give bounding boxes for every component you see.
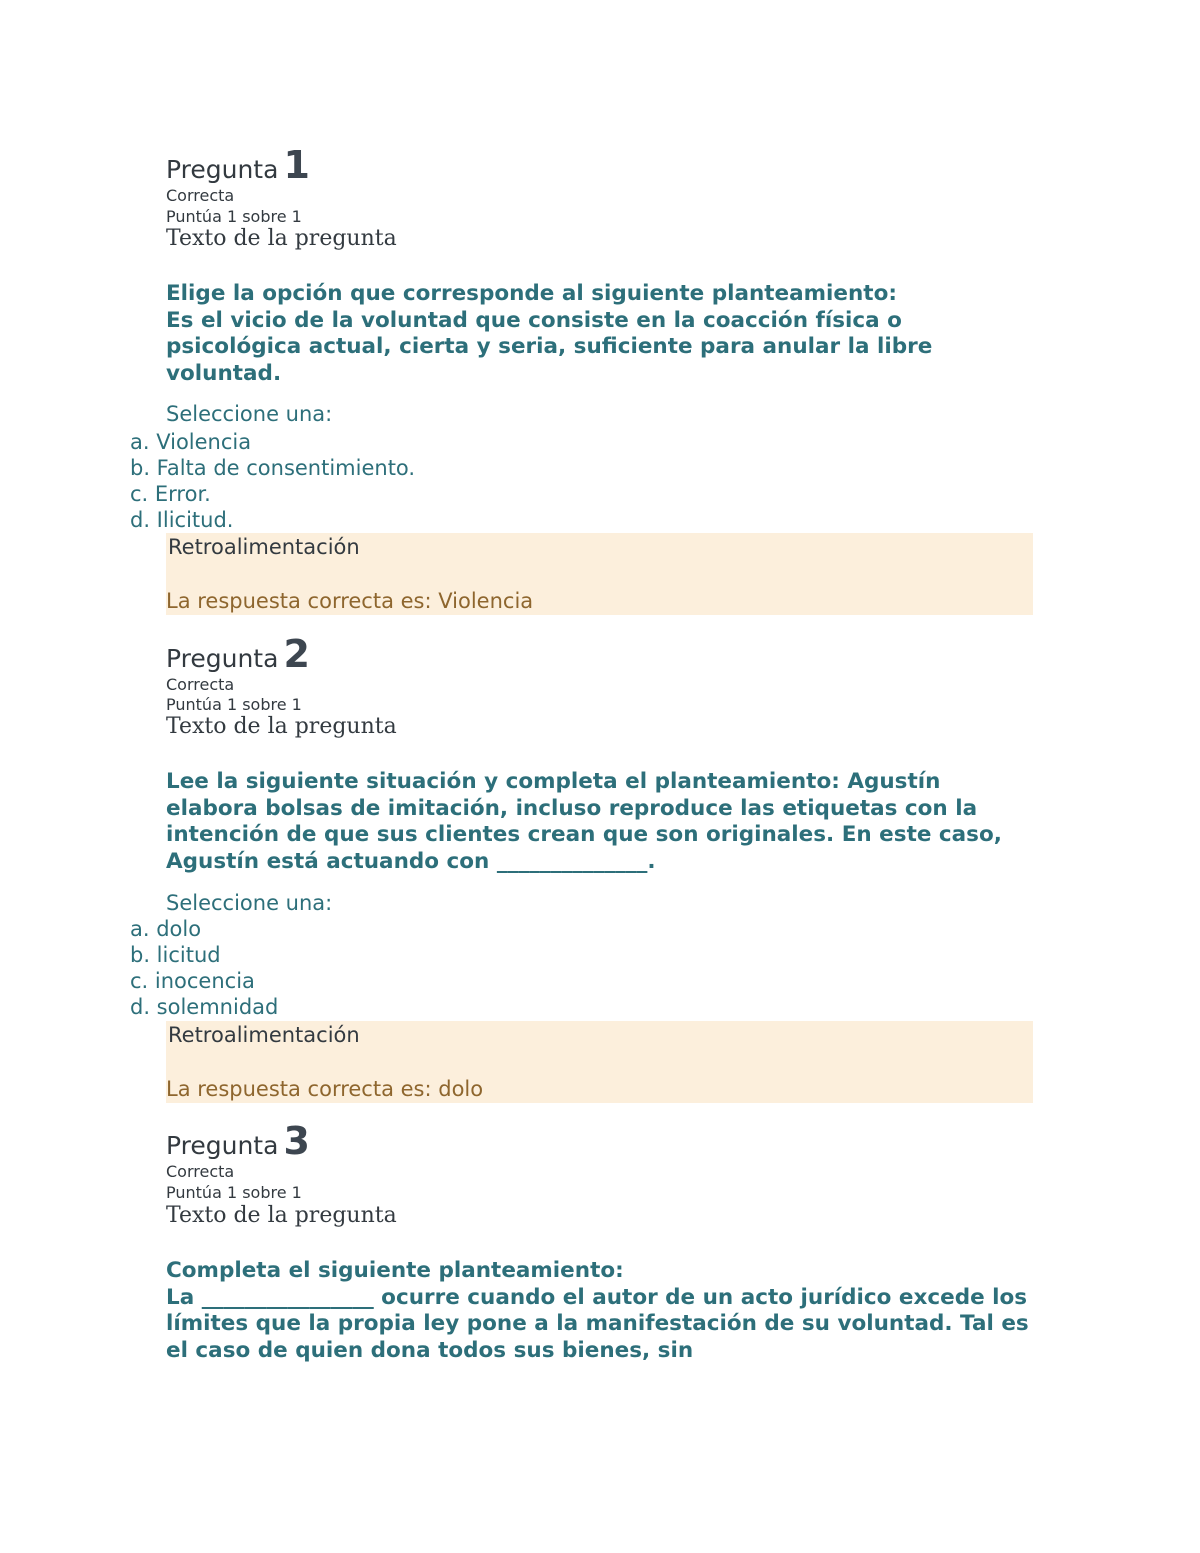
answer-option-b[interactable]: b. Falta de consentimiento. — [130, 456, 416, 480]
question-heading — [166, 143, 310, 187]
answer-option-c[interactable]: c. Error. — [130, 482, 211, 506]
feedback-title: Retroalimentación — [168, 535, 360, 559]
answer-options — [130, 916, 278, 1020]
feedback-box — [166, 1021, 1033, 1103]
prompt-line: Elige la opción que corresponde al siguiente planteamiento: — [166, 281, 897, 306]
answer-option-a[interactable]: a. dolo — [130, 917, 202, 941]
select-one-label: Seleccione una: — [166, 402, 333, 426]
question-state: Correcta — [166, 1162, 235, 1181]
prompt-line: La ________________ ocurre cuando el autor de un acto jurídico excede los límites que la propia ley pone a la manifestación de su voluntad. Tal es el caso de quien dona todos sus bienes, sin — [166, 1284, 1029, 1363]
prompt-line: Lee la siguiente situación y completa el planteamiento: Agustín elabora bolsas de imitación, incluso reproduce las etiquetas con la intención de que sus clientes crean que son originales. En este caso, Agustín está actuando con ______________. — [166, 769, 1002, 874]
question-state: Correcta — [166, 186, 235, 205]
feedback-correct-answer: La respuesta correcta es: dolo — [166, 1077, 484, 1101]
question-grade: Puntúa 1 sobre 1 — [166, 207, 302, 226]
question-prompt — [166, 1258, 1036, 1364]
question-word: Pregunta — [166, 1131, 279, 1160]
answer-option-b[interactable]: b. licitud — [130, 943, 221, 967]
question-prompt — [166, 769, 1036, 875]
answer-option-a[interactable]: a. Violencia — [130, 430, 252, 454]
question-number: 1 — [283, 143, 310, 187]
question-grade: Puntúa 1 sobre 1 — [166, 1183, 302, 1202]
feedback-correct-answer: La respuesta correcta es: Violencia — [166, 589, 534, 613]
question-heading — [166, 632, 310, 676]
question-number: 3 — [283, 1119, 310, 1163]
select-one-label: Seleccione una: — [166, 891, 333, 915]
prompt-line: Completa el siguiente planteamiento: — [166, 1258, 624, 1283]
feedback-box — [166, 533, 1033, 615]
answer-options — [130, 429, 415, 533]
question-text-label: Texto de la pregunta — [166, 1203, 397, 1228]
answer-option-d[interactable]: d. Ilicitud. — [130, 508, 234, 532]
question-number: 2 — [283, 632, 310, 676]
prompt-line: Es el vicio de la voluntad que consiste en la coacción física o psicológica actual, cierta y seria, suficiente para anular la libre voluntad. — [166, 307, 933, 386]
question-heading — [166, 1119, 310, 1163]
answer-option-d[interactable]: d. solemnidad — [130, 995, 279, 1019]
question-prompt — [166, 281, 1036, 387]
answer-option-c[interactable]: c. inocencia — [130, 969, 255, 993]
question-text-label: Texto de la pregunta — [166, 714, 397, 739]
feedback-title: Retroalimentación — [168, 1023, 360, 1047]
question-grade: Puntúa 1 sobre 1 — [166, 695, 302, 714]
question-state: Correcta — [166, 675, 235, 694]
question-word: Pregunta — [166, 644, 279, 673]
question-text-label: Texto de la pregunta — [166, 226, 397, 251]
question-word: Pregunta — [166, 155, 279, 184]
